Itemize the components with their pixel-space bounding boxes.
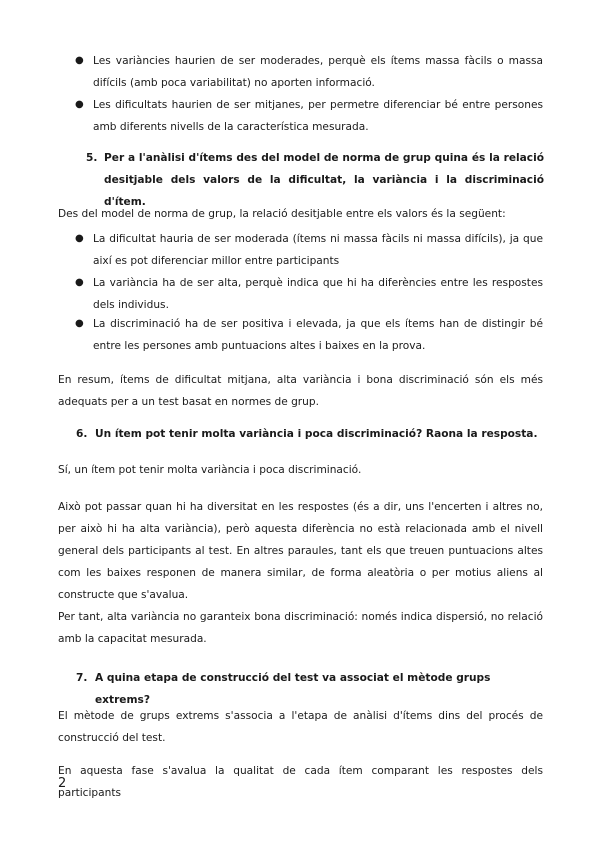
- paragraph: Des del model de norma de grup, la relació desitjable entre els valors és la següent:: [58, 208, 506, 220]
- bullet-icon: ●: [75, 277, 84, 288]
- question-heading: A quina etapa de construcció del test va associat el mètode grups extrems?: [95, 672, 491, 706]
- question-number: 6.: [76, 428, 88, 440]
- question-heading: Un ítem pot tenir molta variància i poca discriminació? Raona la resposta.: [95, 428, 538, 440]
- question-number: 7.: [76, 672, 88, 684]
- bullet-icon: ●: [75, 233, 84, 244]
- paragraph: Per tant, alta variància no garanteix bona discriminació: només indica dispersió, no relació amb la capacitat mesurada.: [58, 611, 543, 645]
- bullet-text: Les variàncies haurien de ser moderades, perquè els ítems massa fàcils o massa difícils (amb poca variabilitat) no aporten informació.: [93, 55, 543, 89]
- paragraph: En aquesta fase s'avalua la qualitat de cada ítem comparant les respostes dels participants: [58, 765, 543, 799]
- bullet-icon: ●: [75, 318, 84, 329]
- bullet-text: La dificultat hauria de ser moderada (ítems ni massa fàcils ni massa difícils), ja que així es pot diferenciar millor entre participants: [93, 233, 543, 267]
- paragraph: En resum, ítems de dificultat mitjana, alta variància i bona discriminació són els més adequats per a un test basat en normes de grup.: [58, 374, 543, 408]
- question-heading: Per a l'anàlisi d'ítems des del model de norma de grup quina és la relació desitjable dels valors de la dificultat, la variància i la discriminació d'ítem.: [104, 152, 544, 208]
- bullet-text: La discriminació ha de ser positiva i elevada, ja que els ítems han de distingir bé entre les persones amb puntuacions altes i baixes en la prova.: [93, 318, 543, 352]
- bullet-text: La variància ha de ser alta, perquè indica que hi ha diferències entre les respostes dels individus.: [93, 277, 543, 311]
- bullet-icon: ●: [75, 99, 84, 110]
- page-number: 2: [58, 776, 67, 791]
- paragraph: Sí, un ítem pot tenir molta variància i poca discriminació.: [58, 464, 362, 476]
- question-number: 5.: [86, 152, 98, 164]
- paragraph: Això pot passar quan hi ha diversitat en les respostes (és a dir, uns l'encerten i altres no, per això hi ha alta variància), però aquesta diferència no està relacionada amb el nivell general dels participants al test. En altres paraules, tant els que treuen puntuacions altes com les baixes responen de manera similar, de forma aleatòria o per motius aliens al constructe que s'avalua.: [58, 501, 543, 601]
- bullet-icon: ●: [75, 55, 84, 66]
- bullet-text: Les dificultats haurien de ser mitjanes, per permetre diferenciar bé entre persones amb diferents nivells de la característica mesurada.: [93, 99, 543, 133]
- paragraph: El mètode de grups extrems s'associa a l'etapa de anàlisi d'ítems dins del procés de construcció del test.: [58, 710, 543, 744]
